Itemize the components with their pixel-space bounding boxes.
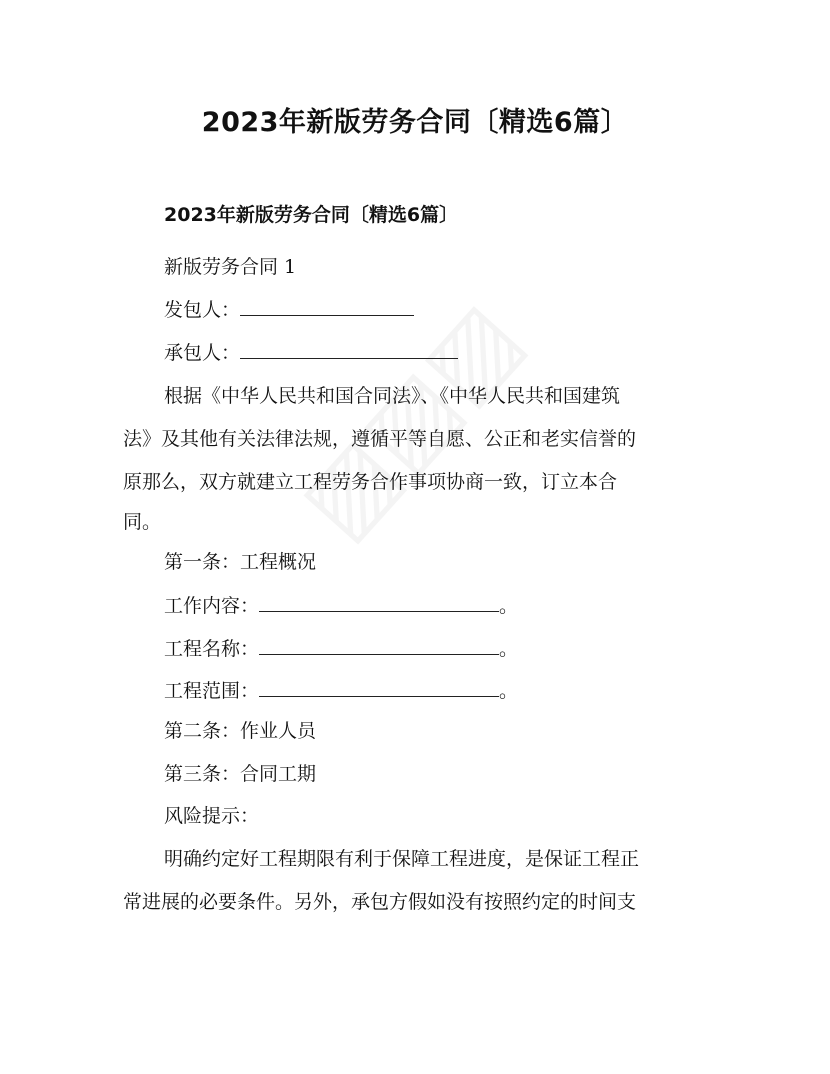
work-content-blank (259, 593, 499, 612)
article3-heading: 第三条：合同工期 (164, 763, 317, 785)
paragraph1-line1: 根据《中华人民共和国合同法》、《中华人民共和国建筑 (164, 385, 621, 407)
section-heading: 新版劳务合同 1 (164, 256, 297, 278)
employer-line (164, 296, 414, 324)
paragraph1-line2: 法》及其他有关法律法规，遵循平等自愿、公正和老实信誉的 (123, 428, 637, 450)
work-content-period: 。 (499, 595, 519, 617)
employer-label: 发包人： (164, 299, 241, 321)
project-name-blank (259, 636, 499, 655)
project-name-period: 。 (499, 638, 519, 660)
paragraph2-line2: 常进展的必要条件。另外，承包方假如没有按照约定的时间支 (123, 891, 637, 913)
paragraph2-line1: 明确约定好工程期限有利于保障工程进度，是保证工程正 (164, 848, 640, 870)
paragraph1-line4: 同。 (123, 511, 162, 533)
project-name-label: 工程名称： (164, 638, 260, 660)
document-subtitle: 2023年新版劳务合同〔精选6篇〕 (164, 204, 459, 226)
contractor-label: 承包人： (164, 342, 241, 364)
project-scope-line (164, 677, 518, 705)
project-scope-period: 。 (499, 680, 519, 702)
project-scope-label: 工程范围： (164, 680, 260, 702)
work-content-line (164, 592, 518, 620)
risk-tip-label: 风险提示： (164, 805, 260, 827)
project-name-line (164, 635, 518, 663)
contractor-line (164, 339, 458, 367)
document-title: 2023年新版劳务合同〔精选6篇〕 (201, 107, 629, 138)
contractor-blank (240, 340, 458, 359)
paragraph1-line3: 原那么，双方就建立工程劳务合作事项协商一致，订立本合 (123, 471, 618, 493)
project-scope-blank (259, 678, 499, 697)
article1-heading: 第一条：工程概况 (164, 551, 317, 573)
employer-blank (240, 297, 414, 316)
work-content-label: 工作内容： (164, 595, 260, 617)
article2-heading: 第二条：作业人员 (164, 720, 317, 742)
